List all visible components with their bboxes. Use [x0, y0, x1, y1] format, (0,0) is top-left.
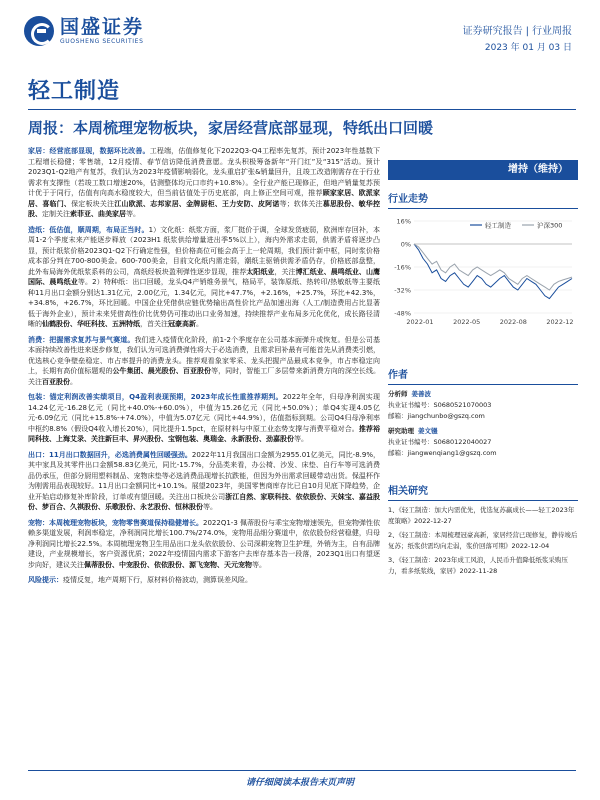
- y-tick-label: 0%: [400, 240, 411, 249]
- summary-paragraph: [28, 450, 380, 513]
- report-title: 周报：本周梳理宠物板块，家居经营底部显现，特纸出口回暖: [28, 119, 434, 137]
- email-label: 邮箱：: [388, 412, 408, 420]
- paragraph-text: 工程端，估值修复化下2022Q3-Q4工程率先复苏，预计2023年性基数下工程增长稳健；零售端，12月疫情、春节信访降低消费意愿。龙头积极筹备新年“开门红”及“315”活动。预计2023Q1-Q2地产有复苏，我们认为2023年疫情影响弱化，龙头重启扩张&销量回升，且竣工改造刚需存在于行业需求有支撑性（若竣工数口增速20%，估测整体均元口市约+10.8%）。全行业产能已现修正，但地产销量复苏预计优于于同行，估值有向高水稳度较大，但当前估值处于历史底部，向上修正空间可观，推荐: [28, 147, 380, 197]
- paragraph-text: 等；软体关注: [279, 199, 323, 208]
- paragraph-highlight: 仙鹤股份、华旺科技、五洲特纸: [42, 320, 140, 328]
- summary-paragraph: [28, 575, 380, 586]
- paragraph-lead: 消费：把握需求复苏与景气赛道。: [28, 335, 135, 344]
- paragraph-highlight: 索菲亚、曲美家居: [70, 210, 126, 218]
- summary-paragraph: [28, 335, 380, 388]
- paragraph-highlight: 百亚股份: [42, 377, 70, 386]
- paragraph-text: 等，同时，智能工厂多层带来新消费方向的深空长线。关注: [28, 367, 380, 386]
- report-category: 证券研究报告: [462, 26, 523, 37]
- related-report-link[interactable]: 1、《轻工制造：加大内需优先，优选复苏赢成长——轻工2023年度策略》2022-12-27: [388, 506, 575, 525]
- x-tick-label: 2022-05: [453, 318, 481, 326]
- paragraph-text: 疫情反复，地产周期下行，原材料价格波动，测算误差风险。: [63, 576, 252, 584]
- summary-paragraph: [28, 225, 380, 330]
- paragraph-text: 等。: [126, 210, 140, 218]
- summary-body: [28, 146, 380, 746]
- author-email[interactable]: jiangchunbo@gszq.com: [407, 412, 485, 420]
- author-name: 姜文镪: [418, 427, 438, 435]
- trend-section: [388, 190, 578, 333]
- paragraph-highlight: 慕思股份、敏华控股、: [28, 199, 380, 218]
- footer-disclaimer: 请仔细阅读本报告末页声明: [245, 778, 354, 788]
- paragraph-text: ，关注: [274, 267, 296, 276]
- report-date: 2023 年 01 月 03 日: [484, 43, 572, 53]
- email-label: 邮箱：: [388, 449, 408, 457]
- paragraph-highlight: 佩蒂股份、中宠股份、依依股份、源飞宠物、天元宠物: [84, 560, 252, 569]
- paragraph-highlight: 太阳纸业: [246, 267, 275, 276]
- rating-badge: 增持（维持）: [388, 160, 578, 180]
- paragraph-highlight: 江山欧派、志邦家居、金牌厨柜、王力安防、皮阿诺: [114, 199, 280, 208]
- related-report-link[interactable]: 2、《轻工制造：本周梳理冠豪高新，家居经营已现修复，静待竣后复苏；纸浆供需均向走弱，浆价回落可期》2022-12-04: [388, 531, 578, 550]
- paragraph-text: 2022年11月我国出口金额为2955.01亿美元，同比-8.9%，其中家具及其零件出口金额58.83亿美元，同比-15.7%，分品类来看，办公椅、沙发、床垫、自行车等可选消费品仍承压，但部分厨用塑料制品、宠物床垫等必选消费品现增长抗跌能，但因为外出需求回暖带动出货。保温杯作为刚需用品表现较好。11月出口金额同比+10.1%。展望2023年，美国零售商库存比已自10月见底下降趋势，企业开始启动修复补库阶段，订单或有望回暖。关注出口板块公司: [28, 450, 380, 501]
- legend-label: 沪深300: [537, 221, 563, 230]
- paragraph-text: 等。: [252, 560, 266, 569]
- paragraph-text: 1）文化纸：纸浆方面，浆厂挺价于调，全球发货疲弱，欧洲库存回补，本周1-2个季度末来产能逐步释放（2023H1 纸浆供给增量进出季5%以上），海内外需求走弱，供需矛盾将逐步凸显，预计纸浆价格2023Q1-Q2下行确定性强，但价格高位可能会高于上一轮周期，我们预计新中枢，同时浆价格成本部分判在700-800美金。600-700美金，目前文化纸内需走弱，潮纸主驱销供需矛盾仍存，价格底部盘整，此外布局海外优纸浆系料的公司，高纸经板块盈利弹性逐步显现，推荐: [28, 225, 380, 276]
- y-tick-label: -16%: [394, 263, 411, 272]
- cert-number: S0680521070003: [433, 401, 492, 409]
- author-block: [388, 389, 578, 422]
- y-tick-label: 16%: [396, 217, 411, 226]
- cert-label: 执业证书编号：: [388, 401, 434, 409]
- author-role: 分析师: [388, 390, 408, 398]
- paragraph-highlight: 浙江自然、家联科技、依依股份、天妹宝、嘉益股份、梦百合、久祺股份、乐歌股份、永艺股份、恒林股份: [28, 492, 380, 511]
- title-divider: [28, 109, 576, 110]
- trend-chart: [388, 213, 578, 333]
- logo-icon: [24, 16, 54, 46]
- paragraph-highlight: 博汇纸业、晨鸣纸业、山鹰国际、晨鸣纸业: [28, 267, 380, 286]
- paragraph-text: 等。: [203, 503, 217, 511]
- paragraph-highlight: 公牛集团、晨光股份、百亚股份: [112, 367, 212, 375]
- paragraph-text: 定制关注: [42, 210, 70, 218]
- author-email[interactable]: jiangwenqiang1@gszq.com: [407, 449, 497, 457]
- paragraph-lead: 风险提示：: [28, 576, 63, 584]
- series-line-0: [414, 244, 572, 299]
- author-role: 研究助理: [388, 427, 414, 435]
- paragraph-text: 等。: [294, 435, 308, 443]
- x-tick-label: 2022-12: [546, 318, 574, 326]
- related-report-link[interactable]: 3、《轻工制造：2023年成工风浪，人民币升值降低纸浆采购压力，看多纸浆线，家居》2022-11-28: [388, 556, 568, 575]
- summary-paragraph: [28, 146, 380, 220]
- paragraph-lead: 家居：经营底部显现，数据环比改善。: [28, 147, 150, 155]
- paragraph-text: ，首关注: [140, 320, 168, 328]
- legend-label: 轻工制造: [485, 221, 511, 230]
- related-research-section: [388, 482, 578, 576]
- paragraph-text: 等。2）特种纸：出口回暖，龙头Q4产销维务景气，格局平，装饰原纸、热转印/热敏纸等主要纸种11月出口金额分别达1.31亿元，2.00亿元，1.34亿元，同比+47.7%，+2.16%，+25.7%，环比+42.3%，+34.8%，+26.7%，环比回暖。中国企业凭借供应链优势输出高性价比产品加速出海（人工/制造费用占比显著低于海外企业），预计未来凭借高性价比优势仍可推动出口业务加速，持续推荐产业布局多元化优化，成长路径清晰的: [28, 278, 380, 328]
- x-tick-label: 2022-01: [406, 318, 434, 326]
- x-tick-label: 2022-08: [499, 318, 527, 326]
- cert-label: 执业证书编号：: [388, 438, 434, 446]
- author-block: [388, 426, 578, 459]
- paragraph-text: 2022Q1-3 佩蒂股份与乖宝宠物增速领先，但宠物弹性依赖多渠道发展，利润率稳定，净利润同比增长100.7%/274.0%，宠物用品细分赛道中，依依股份经营稳健，归母净利润同比增长22.5%。本周梳理宠物卫生用品出口龙头依依股份、公司深耕宠物卫生护理，外销为主，自有品牌建设，产业规模增长，客户资源优质；2022年疫情国内需求下游客户去库存基本告一段落，2023Q1出口有望逐步向好，建议关注: [28, 518, 380, 569]
- paragraph-text: 保定板块关注: [71, 199, 115, 208]
- author-heading: 作者: [388, 366, 578, 385]
- report-header: [0, 0, 600, 62]
- y-tick-label: -32%: [394, 286, 411, 295]
- paragraph-highlight: 推荐裕同科技、上海艾录、关注新巨丰、昇兴股份、宝钢包装、奥瑞金、永新股份、劲嘉股份: [28, 424, 380, 443]
- y-tick-label: -48%: [394, 309, 411, 318]
- footer-divider: [28, 770, 576, 771]
- related-heading: 相关研究: [388, 482, 578, 501]
- summary-paragraph: [28, 518, 380, 571]
- company-logo: [24, 16, 144, 46]
- industry-title: 轻工制造: [28, 78, 121, 104]
- trend-heading: 行业走势: [388, 190, 578, 209]
- paragraph-lead: 出口：11月出口数据回升，必选消费属性回暖强劲。: [28, 450, 192, 459]
- paragraph-text: 。: [196, 320, 203, 328]
- paragraph-text: 我们进入疫情优化阶段，前1-2个季度存在公司基本面弹升或恢复。但是公司基本面持续改善性进来逐步修复，我们认为可选消费弹性将大于必选消费，且需求回补最有可能首先从消费类引燃，优选核心竞争壁垒稳定、市占率提升的消费龙头。推荐观看象家零采、龙头把握产品最成本竞争，市占率稳定向上，长期有高价值标题观的: [28, 335, 380, 375]
- trend-chart-svg: [388, 213, 578, 333]
- report-type: 证券研究报告 | 行业周报: [462, 26, 572, 37]
- cert-number: S0680122040027: [433, 438, 492, 446]
- author-section: [388, 366, 578, 459]
- paragraph-text: 2022年全年，归母净利润实现14.24亿元-16.28亿元（同比+40.0%-+60.0%），中值为15.26亿元（同比+50.0%）；单Q4实现4.05亿元-6.09亿元（同比+15.8%-+74.0%），中值为5.07亿元（同比+44.9%），估值指标到期。公司Q4归母净利率中枢约8.8%（假设Q4收入增长20%），同比提升1.5pct，在原材料与中原工业态势支撑与消费平稳对合。: [28, 393, 380, 433]
- paragraph-highlight: 顾家家居、欧派家居、喜临门、: [28, 189, 380, 208]
- summary-paragraph: [28, 392, 380, 445]
- paragraph-text: 。: [70, 377, 77, 386]
- paragraph-highlight: 冠豪高新: [168, 320, 196, 328]
- paragraph-lead: 造纸：低估值，顺周期，布局正当时。: [28, 225, 149, 234]
- author-name: 姜善波: [411, 390, 431, 398]
- logo-en-text: GUOSHENG SECURITIES: [60, 38, 144, 45]
- paragraph-lead: 包装：锚定利润改善实绩项目，Q4盈利表现预期，2023年成长性重推荐期判。: [28, 393, 283, 401]
- logo-cn-text: 国盛证券: [60, 16, 145, 38]
- report-subcategory: 行业周报: [532, 26, 572, 37]
- paragraph-lead: 宠物：本周梳理宠物板块，宠物零售赛道保持稳健增长。: [28, 518, 204, 527]
